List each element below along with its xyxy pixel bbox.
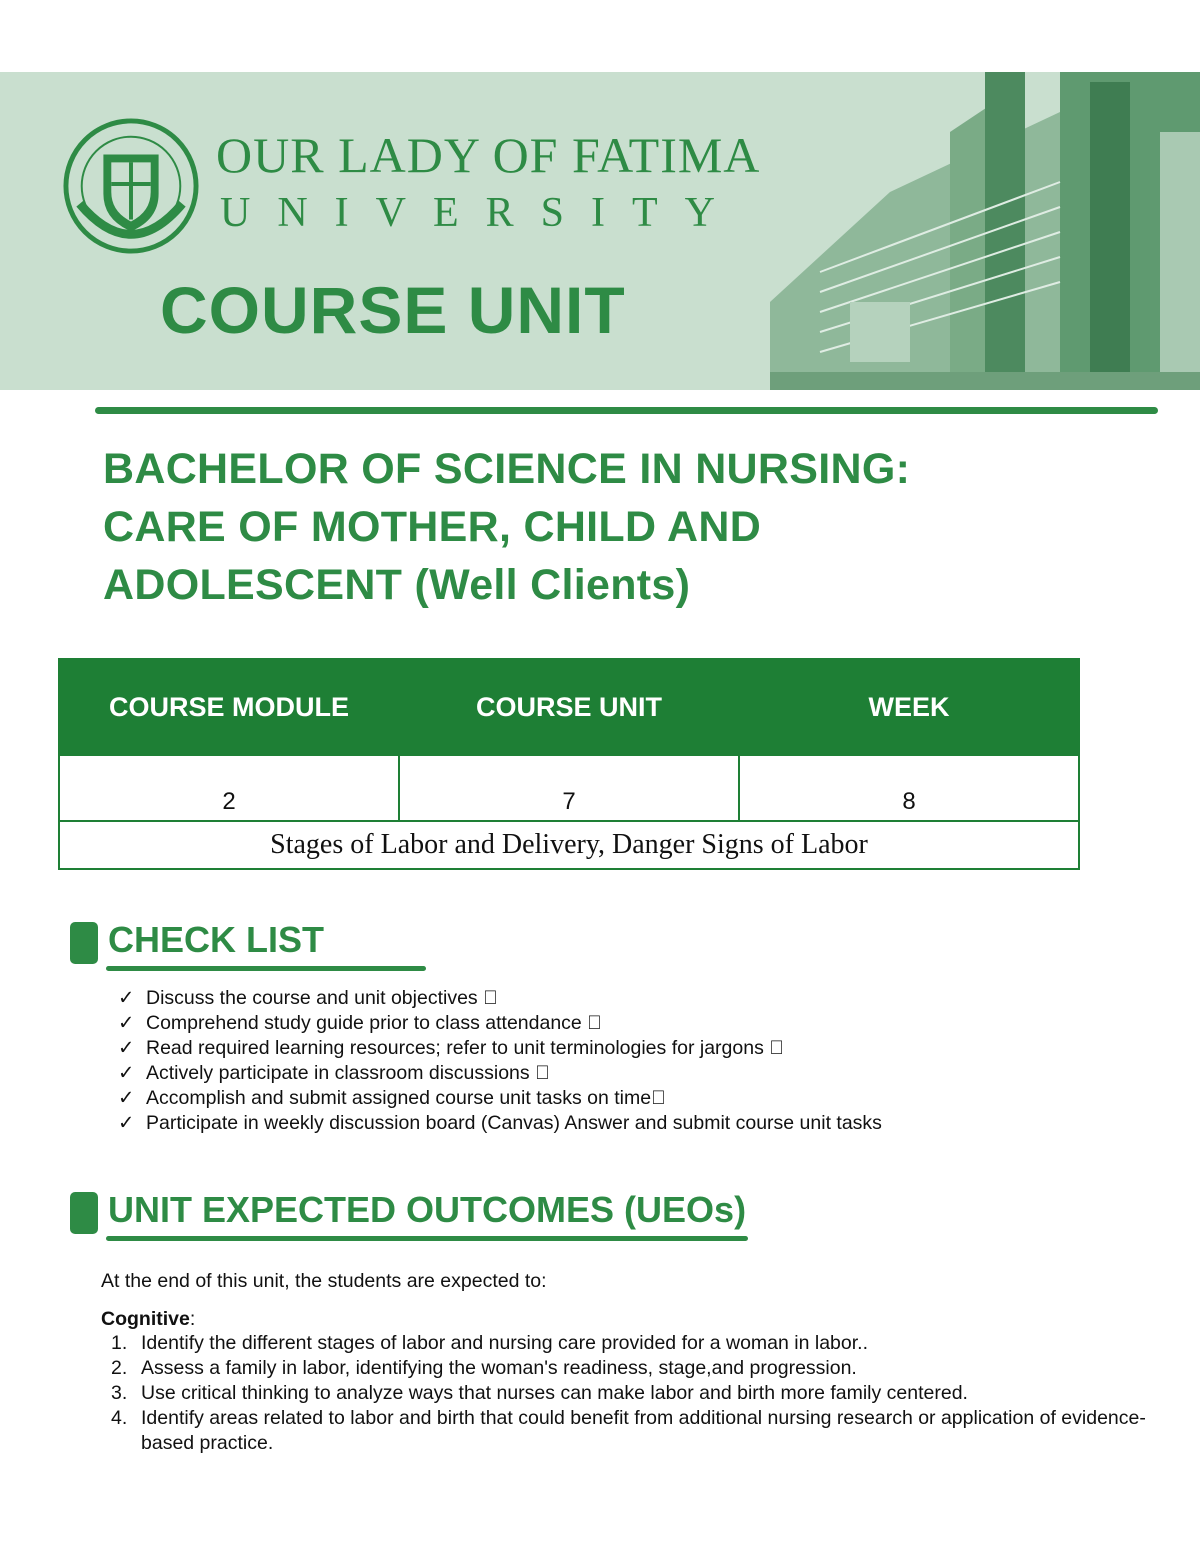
heading-underline [106, 1236, 748, 1241]
outcome-text: Use critical thinking to analyze ways that nurses can make labor and birth more family centered. [141, 1382, 968, 1404]
checklist-item-text: Read required learning resources; refer to unit terminologies for jargons [146, 1037, 764, 1059]
list-item [118, 1111, 882, 1136]
outcome-text: Identify the different stages of labor and nursing care provided for a woman in labor.. [141, 1332, 868, 1354]
title-line-1: BACHELOR OF SCIENCE IN NURSING: [103, 445, 911, 493]
building-photo [760, 72, 1200, 390]
university-seal-icon [62, 117, 200, 255]
checkmark-icon: ✓ [118, 1062, 135, 1084]
university-subtitle: UNIVERSITY [220, 190, 742, 236]
item-number: 2. [111, 1357, 128, 1379]
checklist-item-text: Participate in weekly discussion board (Canvas) Answer and submit course unit tasks [146, 1112, 882, 1134]
checkmark-icon: ✓ [118, 1037, 135, 1059]
heading-underline [106, 966, 426, 971]
week-value: 8 [739, 755, 1079, 821]
outcome-text: Assess a family in labor, identifying the woman's readiness, stage,and progression. [141, 1357, 857, 1379]
header-course-unit: COURSE UNIT [399, 659, 739, 755]
outcome-text: Identify areas related to labor and birth that could benefit from additional nursing research or application of evidence-based practice. [141, 1407, 1146, 1454]
table-row [59, 821, 1079, 869]
banner-title: COURSE UNIT [160, 273, 626, 347]
course-unit-value: 7 [399, 755, 739, 821]
checklist-heading-label: CHECK LIST [108, 919, 324, 960]
checkmark-icon: ✓ [118, 1087, 135, 1109]
cognitive-heading [101, 1308, 195, 1331]
list-item [111, 1381, 1151, 1406]
table-row [59, 755, 1079, 821]
item-number: 1. [111, 1332, 128, 1354]
checklist-item-text: Comprehend study guide prior to class attendance [146, 1012, 582, 1034]
checkmark-icon: ✓ [118, 1012, 135, 1034]
title-line-3: ADOLESCENT (Well Clients) [103, 561, 691, 609]
list-item [118, 1061, 882, 1086]
header-banner [0, 72, 1200, 390]
checkmark-icon: ✓ [118, 987, 135, 1009]
checklist-heading [70, 918, 370, 978]
heading-marker [70, 1192, 98, 1234]
checklist-item-text: Accomplish and submit assigned course unit tasks on time [146, 1087, 652, 1109]
heading-marker [70, 922, 98, 964]
item-number: 4. [111, 1407, 128, 1429]
title-line-2: CARE OF MOTHER, CHILD AND [103, 503, 762, 551]
cognitive-colon: : [189, 1308, 196, 1330]
outcomes-heading-label: UNIT EXPECTED OUTCOMES (UEOs) [108, 1189, 747, 1230]
list-item [118, 1011, 882, 1036]
checklist [118, 986, 882, 1136]
outcomes-list [111, 1331, 1151, 1456]
list-item [118, 1036, 882, 1061]
list-item [111, 1331, 1151, 1356]
table-header-row [59, 659, 1079, 755]
list-item [118, 1086, 882, 1111]
header-course-module: COURSE MODULE [59, 659, 399, 755]
header-divider [95, 407, 1158, 414]
unit-topic: Stages of Labor and Delivery, Danger Signs of Labor [59, 821, 1079, 869]
checklist-item-text: Discuss the course and unit objectives [146, 987, 478, 1009]
item-number: 3. [111, 1382, 128, 1404]
list-item [111, 1356, 1151, 1381]
list-item [111, 1406, 1151, 1456]
university-name: OUR LADY OF FATIMA [216, 127, 761, 183]
course-module-value: 2 [59, 755, 399, 821]
outcomes-intro: At the end of this unit, the students are expected to: [101, 1270, 547, 1292]
checkmark-icon: ✓ [118, 1112, 135, 1134]
checklist-item-text: Actively participate in classroom discussions [146, 1062, 530, 1084]
course-info-table [58, 658, 1080, 870]
list-item [118, 986, 882, 1011]
outcomes-heading [70, 1188, 747, 1248]
document-title [103, 440, 910, 614]
header-week: WEEK [739, 659, 1079, 755]
cognitive-label: Cognitive [101, 1308, 190, 1330]
